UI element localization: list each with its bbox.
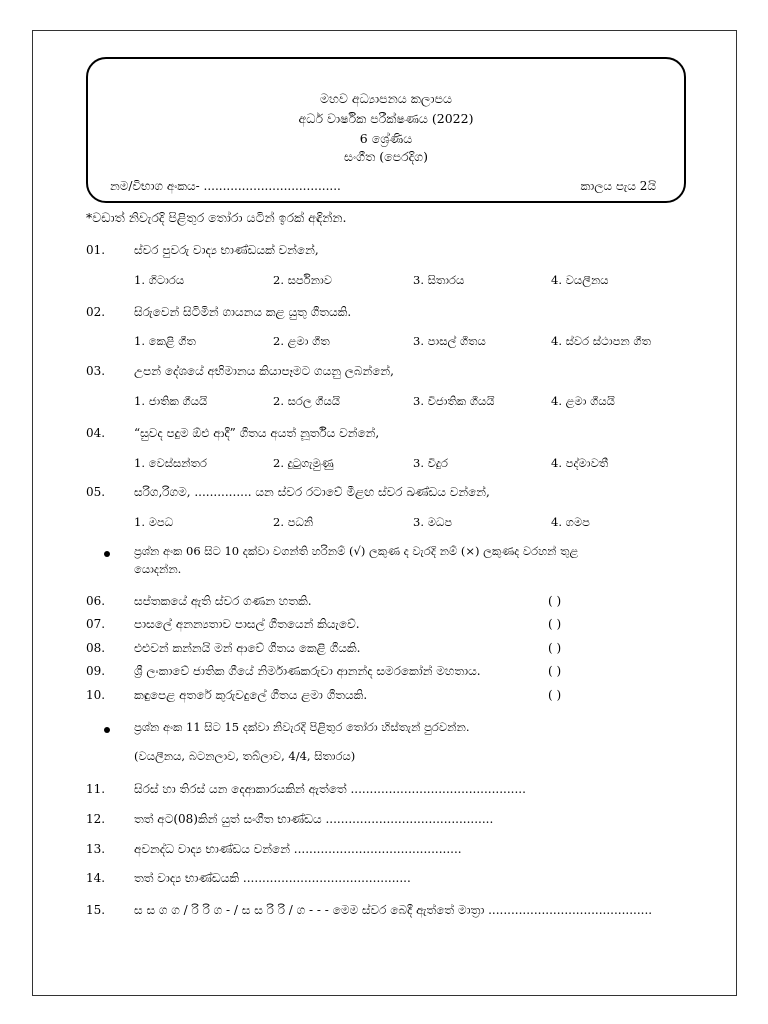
zone-title: මහව අධ්‍යාපනය කලාපය: [320, 91, 452, 106]
option[interactable]: 1. කෙළි ගීත: [134, 334, 196, 348]
statement-number: 06.: [86, 594, 106, 608]
statement-number: 09.: [86, 664, 106, 678]
word-bank: (වයලීනය, බටනලාව, තබ්ලාව, 4/4, සිතාරය): [134, 749, 356, 763]
fill-number: 14.: [86, 871, 106, 885]
answer-box[interactable]: ( ): [548, 594, 562, 608]
fill-number: 15.: [86, 903, 106, 917]
exam-title: අර්ධ වාර්ෂික පරීක්ෂණය (2022): [298, 111, 474, 126]
option[interactable]: 3. පාසල් ගීතය: [413, 334, 486, 348]
answer-box[interactable]: ( ): [548, 688, 562, 702]
option[interactable]: 3. මධප: [413, 515, 453, 529]
question-number: 05.: [86, 485, 106, 499]
name-index-label: නම/විභාග අංකය- ....................................: [110, 179, 341, 193]
fill-text[interactable]: ස ස ග ග / රි රි ග - / ස ස රි රි / ග - - - මෙම ස්වර බෙදී ඇත්තේ මාත්‍රා ...........................................: [134, 903, 653, 917]
statement-number: 10.: [86, 688, 106, 702]
question-number: 03.: [86, 364, 106, 378]
section3-instruction: ප්‍රශ්න අංක 11 සිට 15 දක්වා නිවැරදි පිළිතුර තෝරා හිස්තැන් පුරවන්න.: [134, 720, 470, 734]
fill-number: 13.: [86, 842, 106, 856]
option[interactable]: 4. ළමා ගීයයි: [551, 394, 615, 408]
statement-text: කඳුපෙළ අතරේ කුරුවදුලේ ගීතය ළමා ගීතයකි.: [134, 688, 368, 702]
question-number: 01.: [86, 243, 106, 257]
option[interactable]: 4. පද්මාවතී: [551, 456, 609, 470]
bullet-icon: [104, 551, 110, 557]
statement-text: එළුවන් කන්නයි මන් ආවේ ගීතය කෙළි ගීයකි.: [134, 641, 361, 655]
answer-box[interactable]: ( ): [548, 617, 562, 631]
option[interactable]: 1. ගිටාරය: [134, 273, 185, 287]
question-text: උපන් දේශයේ අභිමානය කියාපෑමට ගයනු ලබන්නේ,: [134, 364, 394, 378]
time-label: කාලය පැය 2යි: [580, 179, 656, 193]
option[interactable]: 1. මපධ: [134, 515, 174, 529]
subject-title: සංගීත (පෙරදිග): [344, 149, 428, 164]
question-text: සරිග,රිගම, ............... යන ස්වර රටාවේ මීළඟ ස්වර ඛණ්ඩය වන්නේ,: [134, 485, 490, 499]
section2-instruction-cont: යොදන්න.: [134, 562, 182, 576]
question-number: 02.: [86, 305, 106, 319]
question-text: ස්වර පුවරු වාද්‍ය භාණ්ඩයක් වන්නේ,: [134, 243, 319, 257]
option[interactable]: 2. පධනි: [273, 515, 314, 529]
statement-text: සප්තකයේ ඇති ස්වර ගණන හතකි.: [134, 594, 312, 608]
statement-text: පාසලේ අනන්‍යතාව පාසල් ගීතයෙන් කියැවේ.: [134, 617, 360, 631]
fill-number: 11.: [86, 782, 106, 796]
option[interactable]: 3. විදුර: [413, 456, 448, 470]
answer-box[interactable]: ( ): [548, 664, 562, 678]
grade-title: 6 ශ්‍රේණිය: [359, 131, 413, 146]
option[interactable]: 4. ගමප: [551, 515, 590, 529]
bullet-icon: [104, 727, 110, 733]
mcq-instruction: *වඩාත් නිවැරදි පිළිතුර තෝරා යටින් ඉරක් අඳින්න.: [86, 210, 347, 225]
exam-header: [86, 57, 686, 203]
option[interactable]: 2. දුටුගැමුණු: [273, 456, 334, 470]
option[interactable]: 1. වෙස්සන්තර: [134, 456, 207, 470]
fill-number: 12.: [86, 812, 106, 826]
fill-text[interactable]: තත් අට(08)කින් යුත් සංගීත භාණ්ඩය ............................................: [134, 812, 494, 826]
question-text: සිරුවෙන් සිටිමින් ගායනය කළ යුතු ගීතයකි.: [134, 305, 352, 319]
option[interactable]: 2. සර්පිනාව: [273, 273, 333, 287]
fill-text[interactable]: සිරස් හා තිරස් යන දෙආකාරයකින් ඇත්තේ ..............................................: [134, 782, 526, 796]
answer-box[interactable]: ( ): [548, 641, 562, 655]
statement-number: 08.: [86, 641, 106, 655]
option[interactable]: 2. සරල ගීයයි: [273, 394, 341, 408]
fill-text[interactable]: තත් වාද්‍ය භාණ්ඩයකි ............................................: [134, 871, 411, 885]
statement-text: ශ්‍රී ලංකාවේ ජාතික ගීයේ නිර්මාණකරුවා ආනන්ද සමරකෝන් මහතාය.: [134, 664, 481, 678]
section2-instruction: ප්‍රශ්න අංක 06 සිට 10 දක්වා වගන්ති හරිනම් (√) ලකුණ ද වැරදි නම් (×) ලකුණද වරහන් තුළ: [134, 544, 579, 558]
statement-number: 07.: [86, 617, 106, 631]
option[interactable]: 2. ළමා ගීත: [273, 334, 330, 348]
fill-text[interactable]: අවනද්ධ වාද්‍ය භාණ්ඩය වන්නේ ............................................: [134, 842, 462, 856]
option[interactable]: 4. වයලීනය: [551, 273, 609, 287]
option[interactable]: 4. ස්වර ස්ථාපන ගීත: [551, 334, 651, 348]
question-text: “සුවද පදුම ඕළු ආදී” ගීතය අයත් නූර්තිය වන්නේ,: [134, 426, 380, 440]
question-number: 04.: [86, 426, 106, 440]
option[interactable]: 3. සිතාරය: [413, 273, 465, 287]
option[interactable]: 3. විජාතික ගීයයි: [413, 394, 495, 408]
option[interactable]: 1. ජාතික ගීයයි: [134, 394, 208, 408]
